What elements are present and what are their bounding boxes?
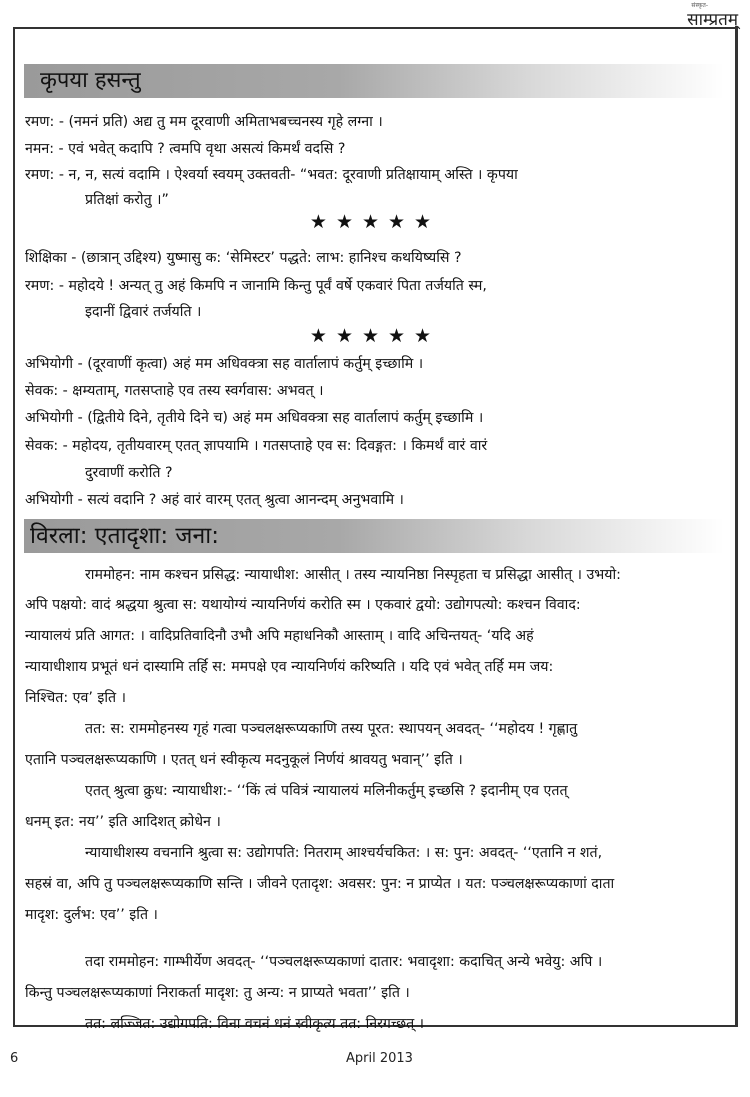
story-line: सहस्रं वा, अपि तु पञ्चलक्षरूप्यकाणि सन्ति । जीवने एतादृश: अवसर: पुन: न प्राप्येत । यत: पञ्चलक्षरूप्यकाणां दाता — [25, 876, 615, 892]
story-line: न्यायालयं प्रति आगत: । वादिप्रतिवादिनौ उभौ अपि महाधनिकौ आस्ताम् । वादि अचिन्तयत्- ‘यदि अहं — [25, 628, 534, 644]
masthead-subtitle: संस्कृत- — [691, 2, 708, 9]
story-line: किन्तु पञ्चलक्षरूप्यकाणां निराकर्ता मादृश: तु अन्य: न प्राप्यते भवता’’ इति । — [25, 985, 410, 1001]
story-line: मादृश: दुर्लभ: एव’’ इति । — [25, 907, 158, 923]
dialogue-line: रमण: - महोदये ! अन्यत् तु अहं किमपि न जानामि किन्तु पूर्वं वर्षे एकवारं पिता तर्जयति स्म, — [25, 278, 487, 294]
dialogue-line: सेवक: - महोदय, तृतीयवारम् एतत् ज्ञापयामि । गतसप्ताहे एव स: दिवङ्गत: । किमर्थं वारं वारं — [25, 438, 488, 454]
dialogue-line: नमन: - एवं भवेत् कदापि ? त्वमपि वृथा असत्यं किमर्थं वदसि ? — [25, 141, 346, 157]
section-heading-jokes: कृपया हसन्तु — [24, 64, 724, 98]
story-line: निश्चित: एव’ इति । — [25, 690, 127, 706]
story-line: एतत् श्रुत्वा क्रुध: न्यायाधीश:- ‘‘किं त्वं पवित्रं न्यायालयं मलिनीकर्तुम् इच्छसि ? इदानीम् एव एतत् — [85, 783, 568, 799]
dialogue-line: अभियोगी - सत्यं वदानि ? अहं वारं वारम् एतत् श्रुत्वा आनन्दम् अनुभवामि । — [25, 492, 404, 508]
story-line: तत: स: राममोहनस्य गृहं गत्वा पञ्चलक्षरूप्यकाणि तस्य पूरत: स्थापयन् अवदत्- ‘‘महोदय ! गृह्णातु — [85, 721, 578, 737]
dialogue-line: सेवक: - क्षम्यताम्, गतसप्ताहे एव तस्य स्वर्गवास: अभवत् । — [25, 383, 324, 399]
story-line: न्यायाधीशाय प्रभूतं धनं दास्यामि तर्हि स: ममपक्षे एव न्यायनिर्णयं करिष्यति । यदि एवं भवेत् तर्हि मम जय: — [25, 659, 554, 675]
dialogue-line: इदानीं द्विवारं तर्जयति । — [85, 304, 202, 320]
dialogue-line: प्रतिक्षां करोतु ।” — [85, 192, 169, 208]
dialogue-line: रमण: - (नमनं प्रति) अद्य तु मम दूरवाणी अमिताभबच्चनस्य गृहे लग्ना । — [25, 114, 383, 130]
dialogue-line: शिक्षिका - (छात्रान् उद्दिश्य) युष्मासु क: ‘सेमिस्टर’ पद्धते: लाभ: हानिश्च कथयिष्यसि ? — [25, 250, 462, 266]
dialogue-line: अभियोगी - (द्वितीये दिने, तृतीये दिने च) अहं मम अधिवक्त्रा सह वार्तालापं कर्तुम् इच्छामि । — [25, 410, 484, 426]
issue-date: April 2013 — [346, 1051, 413, 1066]
star-separator: ★★★★★ — [309, 325, 441, 347]
story-line: अपि पक्षयो: वादं श्रद्धया श्रुत्वा स: यथायोग्यं न्यायनिर्णयं करोति स्म । एकवारं द्वयो: उद्योगपत्यो: कश्चन विवाद: — [25, 597, 581, 613]
dialogue-line: रमण: - न, न, सत्यं वदामि । ऐश्वर्या स्वयम् उक्तवती- “भवत: दूरवाणी प्रतिक्षायाम् अस्ति । कृपया — [25, 167, 518, 183]
story-line: तदा राममोहन: गाम्भीर्येण अवदत्- ‘‘पञ्चलक्षरूप्यकाणां दातार: भवादृशा: कदाचित् अन्ये भवेयु: अपि । — [85, 954, 603, 970]
dialogue-line: अभियोगी - (दूरवाणीं कृत्वा) अहं मम अधिवक्त्रा सह वार्तालापं कर्तुम् इच्छामि । — [25, 356, 424, 372]
masthead-title: साम्प्रतम् — [687, 10, 738, 30]
dialogue-line: दुरवाणीं करोति ? — [85, 465, 173, 481]
story-line: न्यायाधीशस्य वचनानि श्रुत्वा स: उद्योगपति: नितराम् आश्चर्यचकित: । स: पुन: अवदत्- ‘‘एतानि न शतं, — [85, 845, 603, 861]
section-heading-story: विरला: एतादृशा: जना: — [24, 519, 724, 553]
story-line: धनम् इत: नय’’ इति आदिशत् क्रोधेन । — [25, 814, 221, 830]
star-separator: ★★★★★ — [309, 211, 441, 233]
story-line: एतानि पञ्चलक्षरूप्यकाणि । एतत् धनं स्वीकृत्य मदनुकूलं निर्णयं श्रावयतु भवान्’’ इति । — [25, 752, 463, 768]
masthead — [687, 2, 738, 30]
story-line: तत: लज्जित: उद्योगपति: विना वचनं धनं स्वीकृत्य तत: निरगच्छत् । — [85, 1016, 425, 1032]
story-line: राममोहन: नाम कश्चन प्रसिद्ध: न्यायाधीश: आसीत् । तस्य न्यायनिष्ठा निस्पृहता च प्रसिद्धा आसीत् । उभयो: — [85, 567, 621, 583]
page-number: 6 — [10, 1051, 19, 1066]
